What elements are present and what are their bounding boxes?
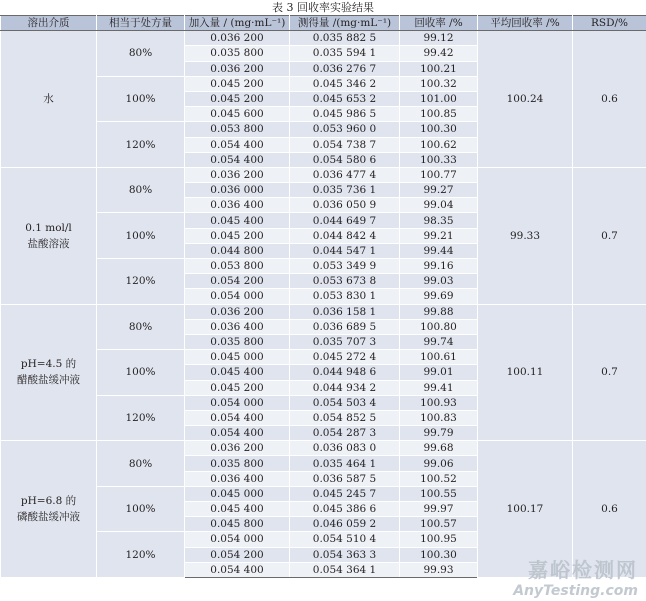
added-cell: 0.045 200 — [185, 380, 290, 395]
level-cell: 80% — [97, 441, 185, 487]
measured-cell: 0.054 364 1 — [290, 562, 400, 577]
measured-cell: 0.035 594 1 — [290, 46, 400, 61]
measured-cell: 0.044 934 2 — [290, 380, 400, 395]
measured-cell: 0.036 158 1 — [290, 304, 400, 319]
level-cell: 100% — [97, 76, 185, 122]
added-cell: 0.054 000 — [185, 532, 290, 547]
measured-cell: 0.035 707 3 — [290, 334, 400, 349]
added-cell: 0.045 000 — [185, 350, 290, 365]
recovery-cell: 99.42 — [400, 46, 478, 61]
recovery-cell: 100.33 — [400, 152, 478, 167]
added-cell: 0.054 400 — [185, 152, 290, 167]
table-body — [1, 31, 646, 578]
added-cell: 0.054 400 — [185, 562, 290, 577]
table-row — [1, 441, 646, 456]
level-cell: 120% — [97, 395, 185, 441]
recovery-cell: 100.62 — [400, 137, 478, 152]
added-cell: 0.054 000 — [185, 289, 290, 304]
table-row — [1, 31, 646, 46]
mean-recovery-cell: 100.17 — [478, 441, 573, 578]
added-cell: 0.054 400 — [185, 137, 290, 152]
recovery-cell: 100.55 — [400, 486, 478, 501]
added-cell: 0.054 400 — [185, 410, 290, 425]
recovery-cell: 99.69 — [400, 289, 478, 304]
measured-cell: 0.036 050 9 — [290, 198, 400, 213]
recovery-cell: 100.77 — [400, 167, 478, 182]
added-cell: 0.044 800 — [185, 243, 290, 258]
recovery-cell: 99.21 — [400, 228, 478, 243]
added-cell: 0.054 200 — [185, 274, 290, 289]
measured-cell: 0.044 649 7 — [290, 213, 400, 228]
level-cell: 100% — [97, 486, 185, 532]
measured-cell: 0.054 510 4 — [290, 532, 400, 547]
recovery-cell: 100.32 — [400, 76, 478, 91]
recovery-cell: 99.68 — [400, 441, 478, 456]
recovery-cell: 99.03 — [400, 274, 478, 289]
measured-cell: 0.046 059 2 — [290, 517, 400, 532]
recovery-cell: 100.57 — [400, 517, 478, 532]
header-cell: 测得量 /(mg·mL⁻¹) — [290, 16, 400, 31]
header-cell: 加入量 / (mg·mL⁻¹) — [185, 16, 290, 31]
level-cell: 80% — [97, 31, 185, 77]
mean-recovery-cell: 100.11 — [478, 304, 573, 441]
recovery-cell: 100.80 — [400, 319, 478, 334]
added-cell: 0.053 800 — [185, 122, 290, 137]
recovery-cell: 99.04 — [400, 198, 478, 213]
recovery-cell: 100.95 — [400, 532, 478, 547]
recovery-cell: 99.88 — [400, 304, 478, 319]
recovery-cell: 100.30 — [400, 122, 478, 137]
rsd-cell: 0.6 — [573, 441, 646, 578]
measured-cell: 0.035 882 5 — [290, 31, 400, 46]
measured-cell: 0.036 276 7 — [290, 61, 400, 76]
rsd-cell: 0.7 — [573, 167, 646, 304]
level-cell: 80% — [97, 304, 185, 350]
recovery-cell: 100.52 — [400, 471, 478, 486]
measured-cell: 0.054 363 3 — [290, 547, 400, 562]
added-cell: 0.035 800 — [185, 456, 290, 471]
table-row — [1, 304, 646, 319]
level-cell: 120% — [97, 259, 185, 305]
measured-cell: 0.045 986 5 — [290, 107, 400, 122]
recovery-cell: 99.74 — [400, 334, 478, 349]
measured-cell: 0.036 477 4 — [290, 167, 400, 182]
header-cell: RSD/% — [573, 16, 646, 31]
recovery-table — [0, 15, 646, 578]
added-cell: 0.054 200 — [185, 547, 290, 562]
measured-cell: 0.054 503 4 — [290, 395, 400, 410]
measured-cell: 0.035 464 1 — [290, 456, 400, 471]
added-cell: 0.035 800 — [185, 46, 290, 61]
level-cell: 80% — [97, 167, 185, 213]
recovery-cell: 100.85 — [400, 107, 478, 122]
added-cell: 0.045 800 — [185, 517, 290, 532]
added-cell: 0.053 800 — [185, 259, 290, 274]
added-cell: 0.045 400 — [185, 365, 290, 380]
recovery-cell: 100.93 — [400, 395, 478, 410]
watermark-en: AnyTesting.com — [513, 583, 638, 599]
recovery-cell: 99.97 — [400, 502, 478, 517]
recovery-cell: 99.12 — [400, 31, 478, 46]
recovery-cell: 100.83 — [400, 410, 478, 425]
recovery-cell: 99.93 — [400, 562, 478, 577]
measured-cell: 0.054 738 7 — [290, 137, 400, 152]
added-cell: 0.045 600 — [185, 107, 290, 122]
added-cell: 0.036 400 — [185, 319, 290, 334]
added-cell: 0.054 000 — [185, 395, 290, 410]
measured-cell: 0.053 349 9 — [290, 259, 400, 274]
measured-cell: 0.036 083 0 — [290, 441, 400, 456]
added-cell: 0.036 200 — [185, 304, 290, 319]
recovery-cell: 100.21 — [400, 61, 478, 76]
medium-cell: 0.1 mol/l 盐酸溶液 — [1, 167, 97, 304]
added-cell: 0.036 400 — [185, 471, 290, 486]
medium-cell: 水 — [1, 31, 97, 168]
added-cell: 0.054 400 — [185, 426, 290, 441]
added-cell: 0.036 200 — [185, 31, 290, 46]
recovery-cell: 101.00 — [400, 91, 478, 106]
recovery-cell: 99.44 — [400, 243, 478, 258]
measured-cell: 0.044 948 6 — [290, 365, 400, 380]
measured-cell: 0.045 346 2 — [290, 76, 400, 91]
level-cell: 100% — [97, 213, 185, 259]
level-cell: 120% — [97, 122, 185, 168]
recovery-cell: 98.35 — [400, 213, 478, 228]
measured-cell: 0.045 272 4 — [290, 350, 400, 365]
measured-cell: 0.045 245 7 — [290, 486, 400, 501]
added-cell: 0.036 200 — [185, 167, 290, 182]
measured-cell: 0.054 580 6 — [290, 152, 400, 167]
recovery-cell: 99.06 — [400, 456, 478, 471]
added-cell: 0.036 200 — [185, 441, 290, 456]
added-cell: 0.045 200 — [185, 91, 290, 106]
added-cell: 0.045 200 — [185, 76, 290, 91]
level-cell: 120% — [97, 532, 185, 578]
measured-cell: 0.054 287 3 — [290, 426, 400, 441]
recovery-cell: 99.79 — [400, 426, 478, 441]
header-row — [1, 16, 646, 31]
added-cell: 0.035 800 — [185, 334, 290, 349]
level-cell: 100% — [97, 350, 185, 396]
mean-recovery-cell: 99.33 — [478, 167, 573, 304]
measured-cell: 0.035 736 1 — [290, 183, 400, 198]
added-cell: 0.045 000 — [185, 486, 290, 501]
mean-recovery-cell: 100.24 — [478, 31, 573, 168]
measured-cell: 0.053 830 1 — [290, 289, 400, 304]
header-cell: 相当于处方量 — [97, 16, 185, 31]
measured-cell: 0.045 653 2 — [290, 91, 400, 106]
measured-cell: 0.053 960 0 — [290, 122, 400, 137]
measured-cell: 0.053 673 8 — [290, 274, 400, 289]
added-cell: 0.045 200 — [185, 228, 290, 243]
measured-cell: 0.044 842 4 — [290, 228, 400, 243]
header-cell: 回收率 /% — [400, 16, 478, 31]
medium-cell: pH=6.8 的 磷酸盐缓冲液 — [1, 441, 97, 578]
rsd-cell: 0.6 — [573, 31, 646, 168]
header-cell: 平均回收率 /% — [478, 16, 573, 31]
added-cell: 0.036 400 — [185, 198, 290, 213]
recovery-cell: 100.61 — [400, 350, 478, 365]
table-caption: 表 3 回收率实验结果 — [272, 1, 374, 14]
watermark-cn: 嘉峪检测网 — [528, 558, 638, 582]
measured-cell: 0.054 852 5 — [290, 410, 400, 425]
measured-cell: 0.036 587 5 — [290, 471, 400, 486]
measured-cell: 0.045 386 6 — [290, 502, 400, 517]
recovery-cell: 99.16 — [400, 259, 478, 274]
added-cell: 0.045 400 — [185, 213, 290, 228]
recovery-cell: 100.30 — [400, 547, 478, 562]
recovery-cell: 99.41 — [400, 380, 478, 395]
measured-cell: 0.036 689 5 — [290, 319, 400, 334]
added-cell: 0.036 200 — [185, 61, 290, 76]
measured-cell: 0.044 547 1 — [290, 243, 400, 258]
recovery-cell: 99.01 — [400, 365, 478, 380]
rsd-cell: 0.7 — [573, 304, 646, 441]
watermark — [513, 554, 638, 599]
added-cell: 0.036 000 — [185, 183, 290, 198]
table-row — [1, 167, 646, 182]
added-cell: 0.045 400 — [185, 502, 290, 517]
recovery-cell: 99.27 — [400, 183, 478, 198]
medium-cell: pH=4.5 的 醋酸盐缓冲液 — [1, 304, 97, 441]
header-cell: 溶出介质 — [1, 16, 97, 31]
